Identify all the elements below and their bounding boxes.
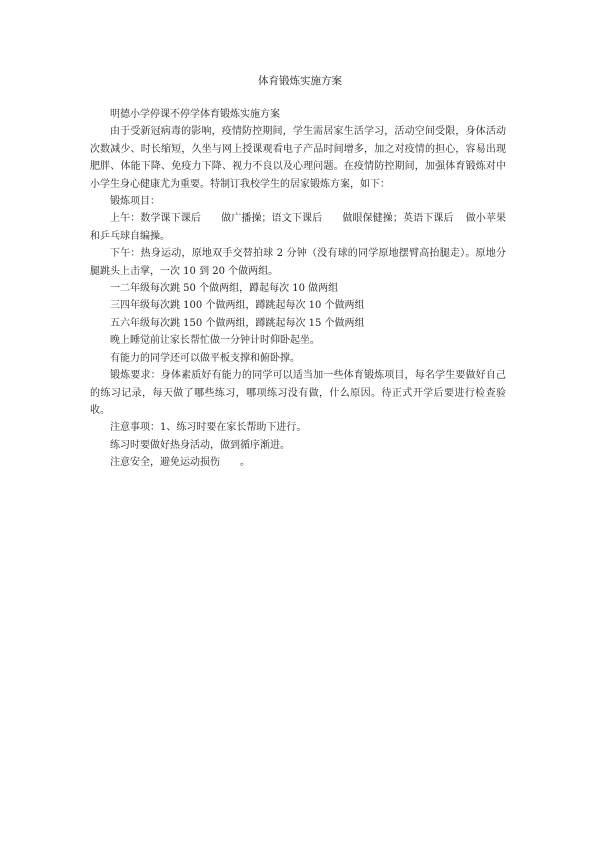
evening-line: 晚上睡觉前让家长帮忙做一分钟计时仰卧起坐。: [110, 335, 320, 347]
notes-line-2: 练习时要做好热身活动，做到循序渐进。: [110, 439, 290, 451]
advanced-line: 有能力的同学还可以做平板支撑和俯卧撑。: [110, 352, 300, 364]
document-title: 体育锻炼实施方案: [258, 75, 342, 87]
morning-label: 上午：数学课下课后: [110, 213, 201, 225]
section-label: 锻炼项目：: [110, 196, 160, 208]
notes-line-3-text: 注意安全，避免运动损伤: [110, 457, 220, 469]
requirements-paragraph: 锻炼要求：身体素质好有能力的同学可以适当加一些体育锻炼项目，每名学生要做好自己的练习记录，每天做了哪些练习，哪项练习没有做，什么原因。待正式开学后要进行检查验收。: [90, 370, 506, 416]
subtitle: 明德小学停课不停学体育锻炼实施方案: [110, 109, 280, 120]
morning-item-3: 做小苹果和乒乓球自编操。: [90, 213, 507, 242]
grade-5-6-line: 五六年级每次跳 150 个做两组，蹲跳起每次 15 个做两组: [110, 317, 365, 329]
morning-item-2: 做眼保健操；英语下课后: [342, 213, 454, 225]
document-body: [90, 106, 506, 472]
afternoon-paragraph: 下午：热身运动，原地双手交替拍球 2 分钟（没有球的同学原地摆臂高抬腿走）。原地分腿跳头上击掌，一次 10 到 20 个做两组。: [90, 248, 506, 277]
morning-schedule: [90, 210, 506, 245]
notes-line-1: 注意事项：1、练习时要在家长帮助下进行。: [110, 422, 307, 434]
notes-line-3-end: 。: [240, 457, 250, 469]
morning-item-1: 做广播操；语文下课后: [221, 213, 323, 225]
grade-1-2-line: 一二年级每次跳 50 个做两组，蹲起每次 10 做两组: [110, 283, 339, 295]
grade-3-4-line: 三四年级每次跳 100 个做两组，蹲跳起每次 10 个做两组: [110, 300, 365, 312]
notes-line-3: [90, 454, 506, 471]
intro-paragraph: 由于受新冠病毒的影响，疫情防控期间，学生需居家生活学习，活动空间受限，身体活动次数减少、时长缩短，久坐与网上授课观看电子产品时间增多，加之对疫情的担心，容易出现肥胖、体能下降、免疫力下降、视力不良以及心理问题。在疫情防控期间，加强体育锻炼对中小学生身心健康尤为重要。特制订我校学生的居家锻炼方案，如下：: [90, 126, 506, 190]
